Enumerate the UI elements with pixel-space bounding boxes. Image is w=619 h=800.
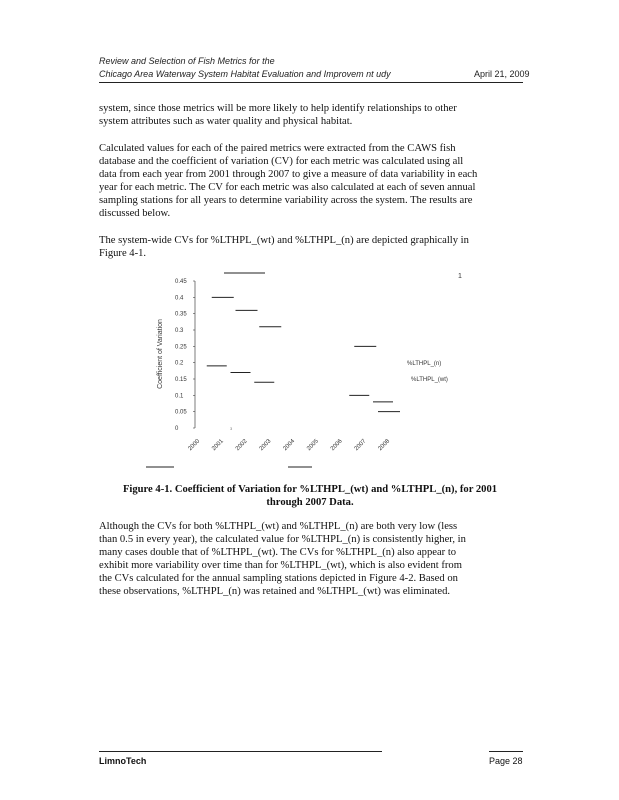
text-line: exhibit more variability over time than for %LTHPL_(wt), which is also evident from bbox=[99, 560, 462, 571]
legend-entry-wt: %LTHPL_(wt) bbox=[411, 377, 448, 383]
x-tick-label: 2007 bbox=[353, 438, 368, 453]
paragraph-methods bbox=[99, 142, 477, 220]
y-tick-label: 0.4 bbox=[175, 295, 184, 302]
text-line: year for each metric. The CV for each metric was also calculated at each of seven annual bbox=[99, 182, 476, 193]
x-tick-label: 2006 bbox=[329, 438, 344, 453]
text-line: than 0.5 in every year), the calculated value for %LTHPL_(n) is consistently higher, in bbox=[99, 534, 466, 545]
x-tick-label: 2003 bbox=[258, 438, 273, 453]
paragraph-conclusion bbox=[99, 520, 466, 598]
footer-rule-right bbox=[489, 751, 523, 752]
x-tick-label: 2004 bbox=[282, 438, 297, 453]
y-tick-label: 0.25 bbox=[175, 344, 187, 351]
text-line: many cases double that of %LTHPL_(wt). The CVs for %LTHPL_(n) also appear to bbox=[99, 547, 457, 558]
text-line: Although the CVs for both %LTHPL_(wt) and %LTHPL_(n) are both very low (less bbox=[99, 521, 458, 532]
caption-line: Figure 4-1. Coefficient of Variation for %LTHPL_(wt) and %LTHPL_(n), for 2001 bbox=[122, 484, 498, 495]
stray-mark-top-right: 1 bbox=[458, 273, 462, 280]
text-line: The system-wide CVs for %LTHPL_(wt) and %LTHPL_(n) are depicted graphically in bbox=[99, 235, 469, 246]
header-rule bbox=[99, 82, 523, 83]
y-tick-label: 0.2 bbox=[175, 360, 184, 367]
footer-page-number: Page 28 bbox=[489, 756, 523, 766]
x-tick-label: 2008 bbox=[377, 438, 392, 453]
y-tick-label: 0.3 bbox=[175, 328, 184, 334]
text-line: system, since those metrics will be more likely to help identify relationships to other bbox=[99, 103, 457, 114]
y-tick-label: 0.35 bbox=[175, 311, 187, 318]
y-tick-label: 0.15 bbox=[175, 377, 187, 383]
text-line: discussed below. bbox=[99, 208, 171, 219]
y-tick-label: 0.1 bbox=[175, 393, 184, 400]
text-line: data from each year from 2001 through 2007 to give a measure of data variability in each bbox=[99, 169, 478, 180]
y-tick-label: 0.45 bbox=[175, 279, 187, 285]
header-date: April 21, 2009 bbox=[474, 69, 530, 79]
y-tick-label: 0.05 bbox=[175, 409, 187, 416]
text-line: sampling stations for all years to determine variability across the system. The results are bbox=[99, 195, 473, 206]
footer-rule-left bbox=[99, 751, 382, 752]
legend-entry-n: %LTHPL_(n) bbox=[407, 361, 442, 367]
x-tick-label: 2002 bbox=[234, 438, 249, 453]
header-title-line1: Review and Selection of Fish Metrics for the bbox=[99, 56, 275, 66]
caption-line: through 2007 Data. bbox=[266, 497, 354, 508]
text-line: database and the coefficient of variation (CV) for each metric was calculated using all bbox=[99, 156, 464, 167]
x-tick-label: 2005 bbox=[306, 438, 320, 453]
text-line: system attributes such as water quality and physical habitat. bbox=[99, 116, 353, 127]
text-line: Calculated values for each of the paired metrics were extracted from the CAWS fish bbox=[99, 143, 456, 154]
x-tick-label: 2001 bbox=[211, 438, 225, 453]
cv-chart bbox=[140, 262, 490, 472]
text-line: the CVs calculated for the annual sampling stations depicted in Figure 4-2. Based on bbox=[99, 573, 458, 584]
text-line: Figure 4-1. bbox=[99, 248, 147, 259]
footer-company: LimnoTech bbox=[99, 756, 147, 766]
y-axis-label: Coefficient of Variation bbox=[157, 319, 164, 389]
figure-caption bbox=[70, 483, 550, 509]
y-tick-label: 0 bbox=[175, 426, 179, 432]
paragraph-figure-intro bbox=[99, 234, 469, 260]
text-line: these observations, %LTHPL_(n) was retained and %LTHPL_(wt) was eliminated. bbox=[99, 586, 451, 597]
x-tick-label: 2000 bbox=[187, 438, 202, 453]
paragraph-intro bbox=[99, 102, 457, 128]
header-title-line2: Chicago Area Waterway System Habitat Evaluation and Improvem nt udy bbox=[99, 69, 391, 79]
stray-mark-baseline: 3 bbox=[230, 426, 233, 431]
